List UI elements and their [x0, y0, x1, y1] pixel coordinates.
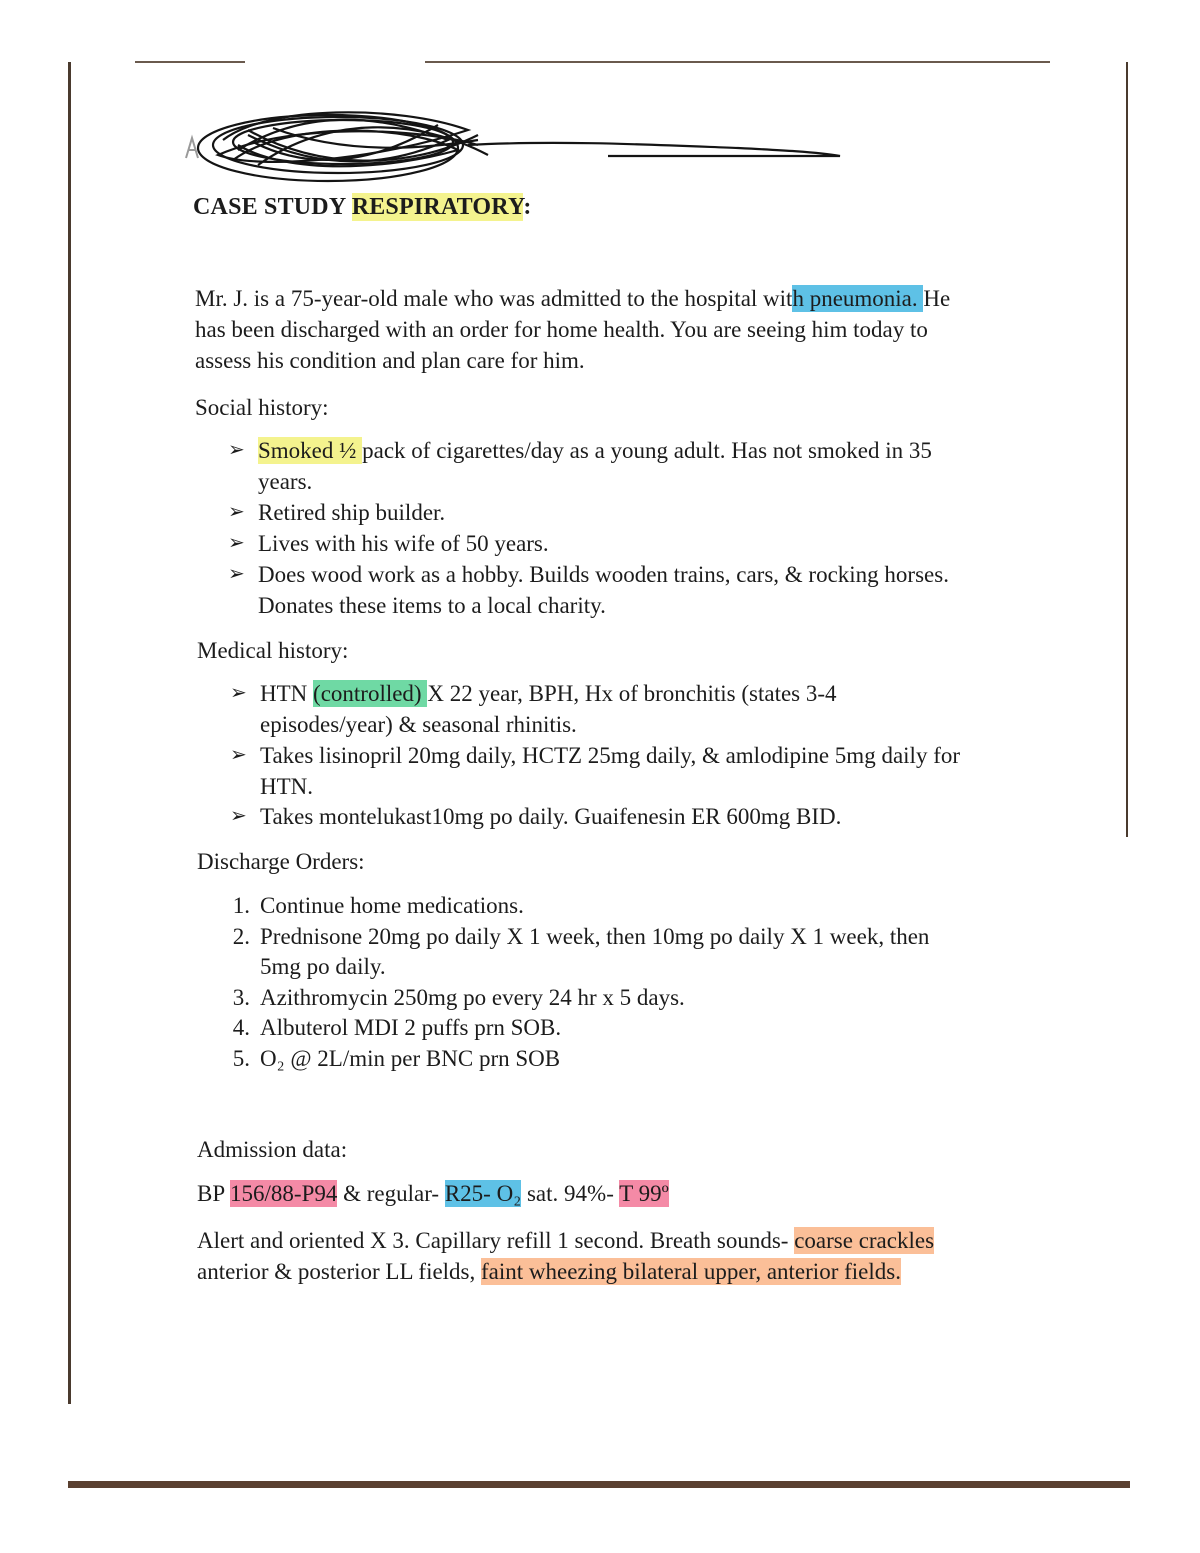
discharge-item-5: O₂ @ 2L/min per BNC prn SOB: [260, 1046, 561, 1071]
discharge-orders-heading: Discharge Orders:: [197, 849, 365, 874]
discharge-item-2-cont: 5mg po daily.: [260, 954, 386, 979]
discharge-item-3: Azithromycin 250mg po every 24 hr x 5 days.: [260, 985, 685, 1010]
intro-line-3: assess his condition and plan care for him.: [195, 348, 585, 373]
arrow-bullet-icon: ➢: [228, 439, 245, 461]
admission-assessment-line-1: Alert and oriented X 3. Capillary refill 1 second. Breath sounds- coarse crackles: [197, 1228, 935, 1253]
medical-history-heading: Medical history:: [197, 638, 349, 663]
medical-item-2: Takes lisinopril 20mg daily, HCTZ 25mg daily, & amlodipine 5mg daily for: [260, 743, 961, 768]
social-item-4-cont: Donates these items to a local charity.: [258, 593, 606, 618]
admission-data-heading: Admission data:: [197, 1137, 348, 1162]
arrow-bullet-icon: ➢: [230, 805, 247, 827]
admission-vitals: BP 156/88-P94 & regular- R25- O₂ sat. 94%- T 99º: [197, 1181, 669, 1206]
paper-edge-right: [1126, 62, 1128, 837]
redacted-name-scribble: [178, 100, 848, 195]
arrow-bullet-icon: ➢: [228, 501, 245, 523]
discharge-item-1: Continue home medications.: [260, 893, 524, 918]
discharge-item-2: Prednisone 20mg po daily X 1 week, then 10mg po daily X 1 week, then: [260, 924, 930, 949]
highlight-controlled: (controlled): [313, 681, 428, 706]
medical-item-1-cont: episodes/year) & seasonal rhinitis.: [260, 712, 577, 737]
arrow-bullet-icon: ➢: [228, 563, 245, 585]
social-item-3: Lives with his wife of 50 years.: [258, 531, 549, 556]
medical-item-3: Takes montelukast10mg po daily. Guaifenesin ER 600mg BID.: [260, 804, 842, 829]
arrow-bullet-icon: ➢: [230, 744, 247, 766]
paper-edge-bottom: [68, 1481, 1130, 1488]
page-title: CASE STUDY RESPIRATORY:: [193, 194, 532, 220]
paper-edge-top: [135, 61, 245, 63]
medical-item-2-cont: HTN.: [260, 774, 314, 799]
medical-item-1: HTN (controlled) X 22 year, BPH, Hx of bronchitis (states 3-4: [260, 681, 837, 706]
list-number: 4.: [232, 1015, 250, 1040]
paper-edge-top-right: [425, 61, 1050, 63]
intro-line-1: Mr. J. is a 75-year-old male who was admitted to the hospital with pneumonia. He: [195, 286, 951, 311]
social-item-4: Does wood work as a hobby. Builds wooden trains, cars, & rocking horses.: [258, 562, 949, 587]
social-item-1-cont: years.: [258, 469, 313, 494]
highlight-resp-o2: R25- O₂: [444, 1181, 522, 1206]
social-item-1: Smoked ½ pack of cigarettes/day as a young adult. Has not smoked in 35: [258, 438, 932, 463]
list-number: 5.: [232, 1046, 250, 1071]
arrow-bullet-icon: ➢: [230, 682, 247, 704]
arrow-bullet-icon: ➢: [228, 532, 245, 554]
highlight-pneumonia: h pneumonia.: [792, 286, 924, 311]
intro-line-2: has been discharged with an order for home health. You are seeing him today to: [195, 317, 928, 342]
admission-assessment-line-2: anterior & posterior LL fields, faint wheezing bilateral upper, anterior fields.: [197, 1259, 901, 1284]
list-number: 2.: [232, 924, 250, 949]
social-history-heading: Social history:: [195, 395, 329, 420]
paper-edge-left: [68, 62, 71, 1404]
highlight-temp: T 99º: [619, 1181, 669, 1206]
social-item-2: Retired ship builder.: [258, 500, 446, 525]
list-number: 3.: [232, 985, 250, 1010]
title-highlight: RESPIRATORY: [351, 194, 524, 220]
discharge-item-4: Albuterol MDI 2 puffs prn SOB.: [260, 1015, 562, 1040]
highlight-smoked: Smoked ½: [258, 438, 363, 463]
highlight-bp-pulse: 156/88-P94: [230, 1181, 338, 1206]
highlight-faint-wheezing: faint wheezing bilateral upper, anterior fields.: [481, 1259, 901, 1284]
highlight-coarse-crackles: coarse crackles: [794, 1228, 935, 1253]
list-number: 1.: [232, 893, 250, 918]
